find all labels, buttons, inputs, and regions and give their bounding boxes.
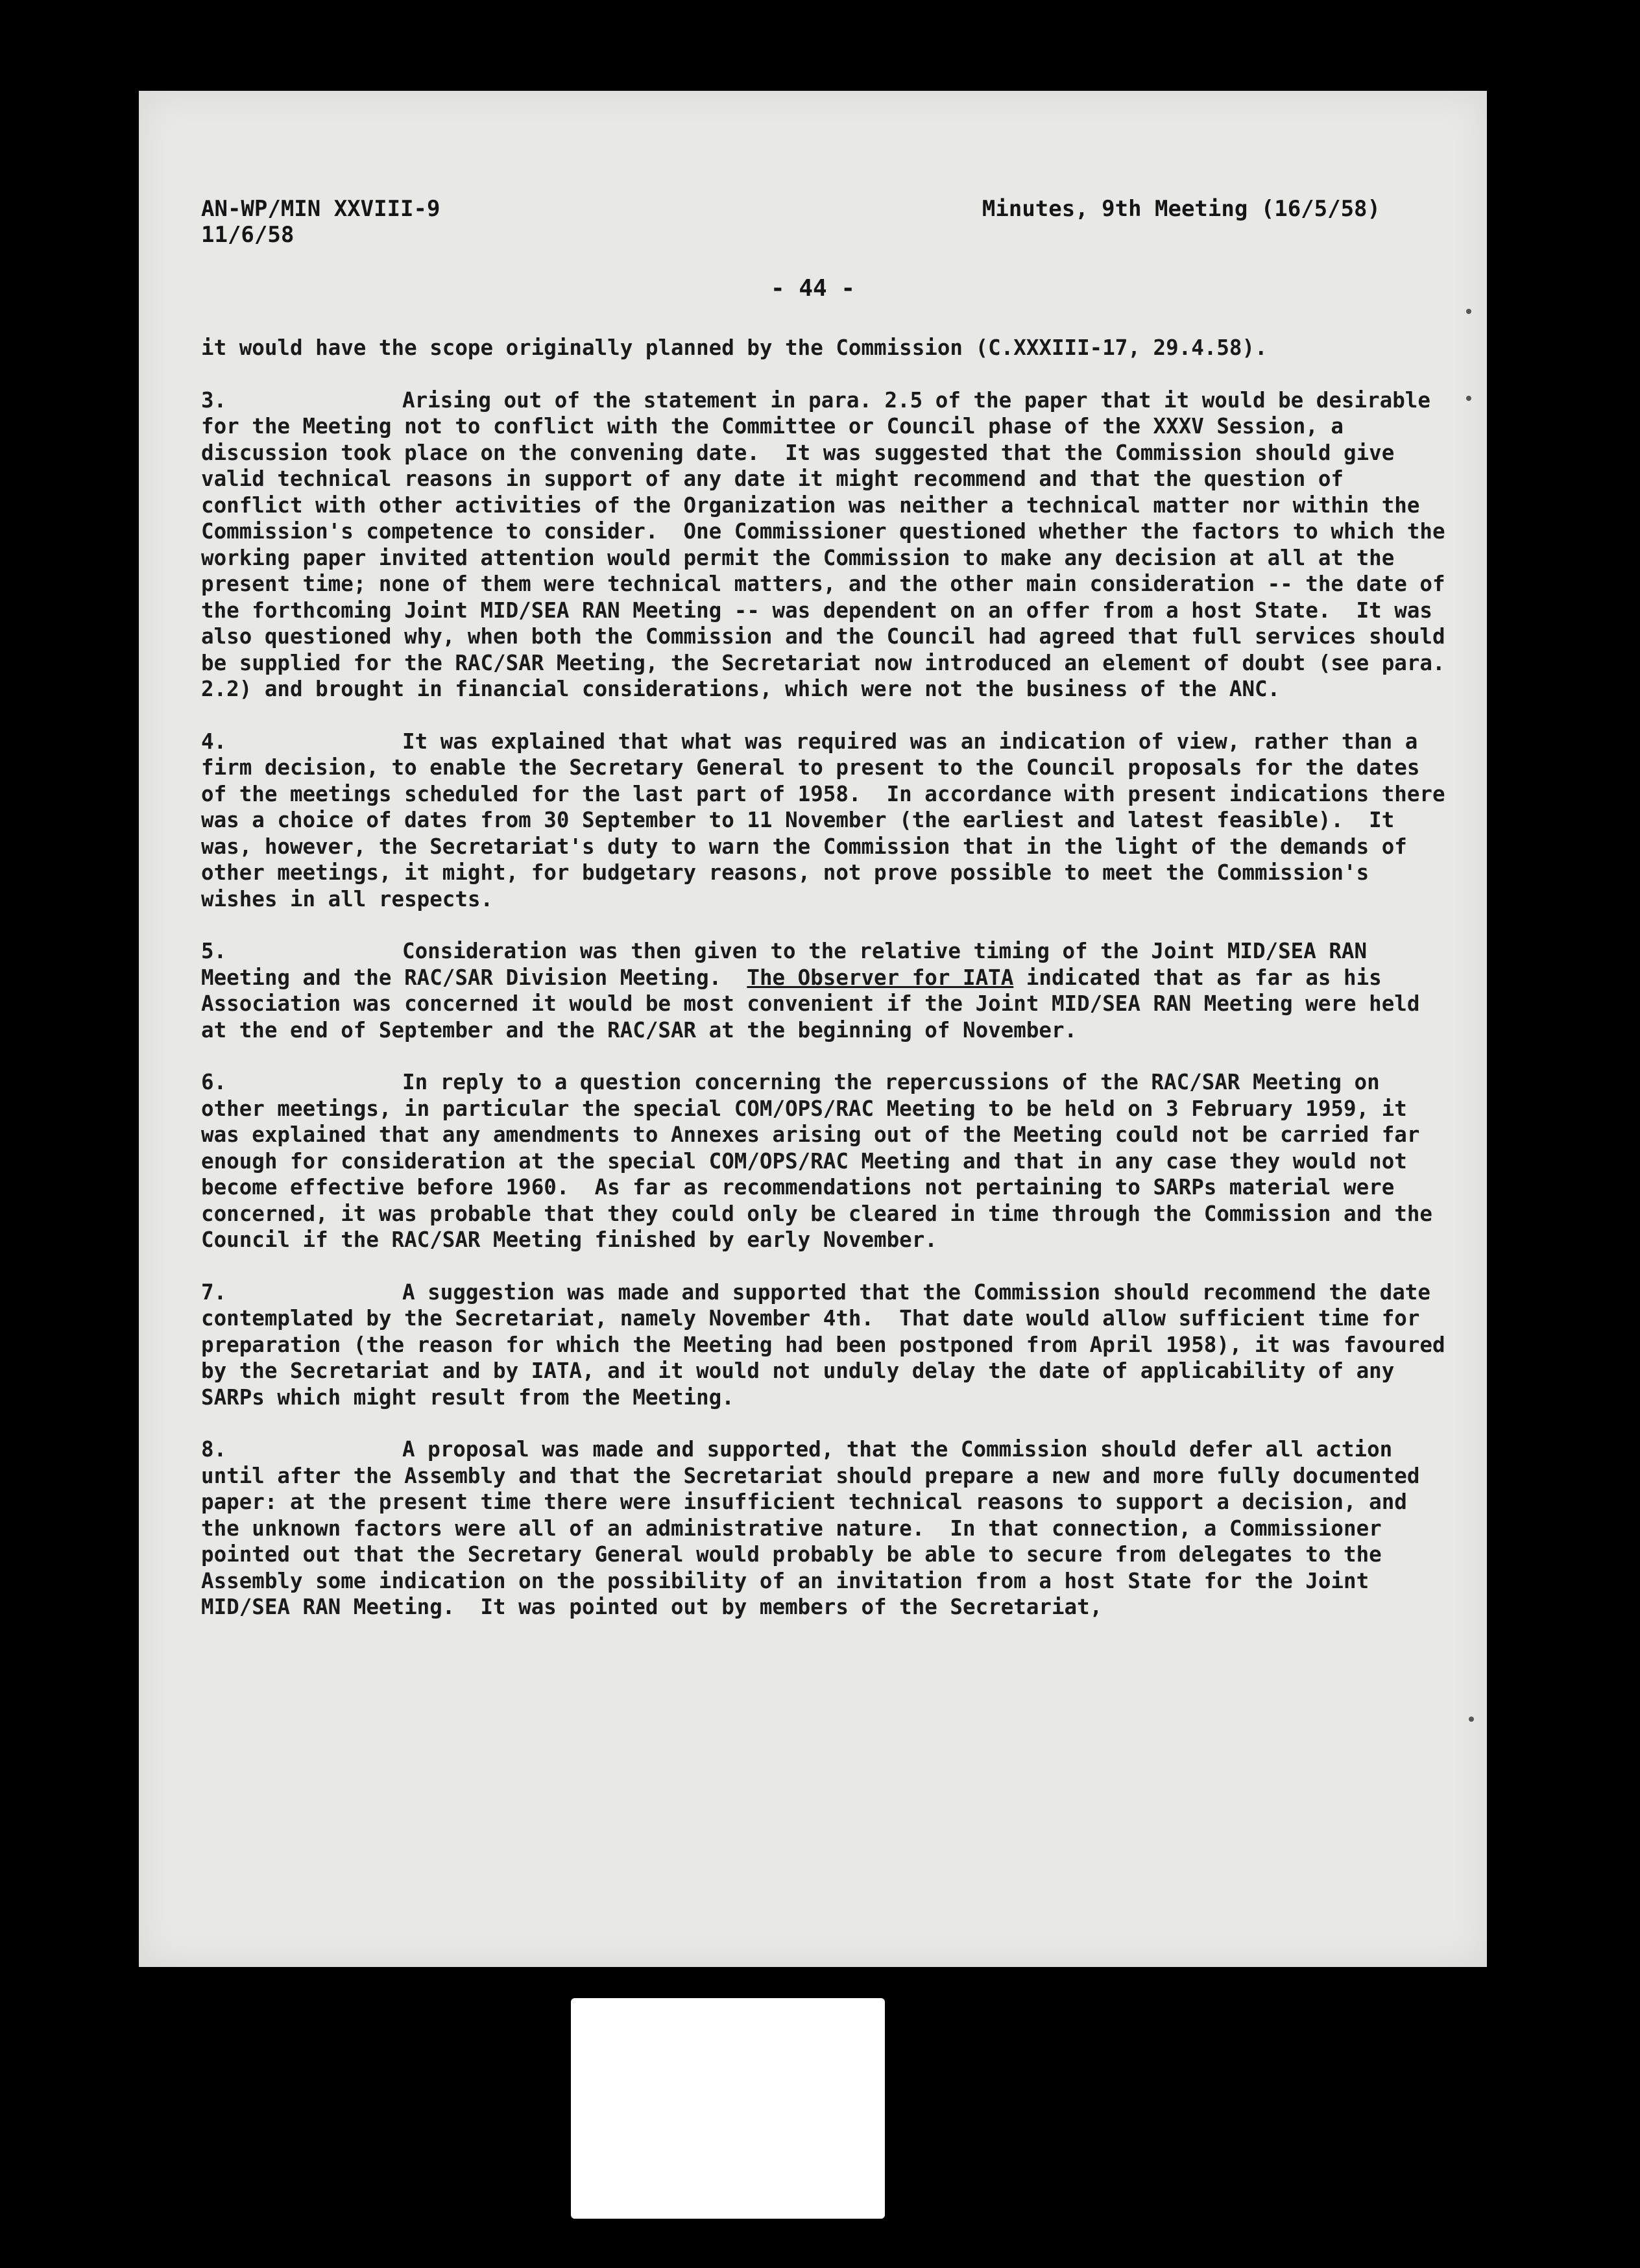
paragraph-text: In reply to a question concerning the repercussions of the RAC/SAR Meeting on other meetings, in particular the special COM/OPS/RAC Meeting to be held on 3 February 1959, it was explained that any amendments to Annexes arising out of the Meeting could not be carried far enough for consideration at the special COM/OPS/RAC Meeting and that in any case they would not become effective before 1960. As far as recommendations not pertaining to SARPs material were concerned, it was probable that they could only be cleared in time through the Commission and the Council if the RAC/SAR Meeting finished by early November. [201, 1070, 1445, 1252]
minutes-title: Minutes, 9th Meeting (16/5/58) [982, 196, 1381, 222]
page-number: - 44 - [770, 275, 856, 302]
scan-speck [1466, 396, 1471, 401]
reference-date: 11/6/58 [201, 222, 295, 248]
paragraph-4 [201, 729, 1458, 913]
paragraph-number: 5. [201, 939, 227, 963]
paragraph-6 [201, 1069, 1447, 1253]
document-reference [201, 196, 440, 248]
paragraph-continuation [201, 335, 1447, 361]
paragraph-text: It was explained that what was required was an indication of view, rather than a firm decision, to enable the Secretary General to present to the Council proposals for the dates of the meetings scheduled for the last part of 1958. In accordance with present indications there was a choice of dates from 30 September to 11 November (the earliest and latest feasible). It was, however, the Secretariat's duty to warn the Commission that in the light of the demands of other meetings, it might, for budgetary reasons, not prove possible to meet the Commission's wishes in all respects. [201, 729, 1458, 911]
paragraph-3 [201, 387, 1458, 703]
paragraph-text: A proposal was made and supported, that the Commission should defer all action until after the Assembly and that the Secretariat should prepare a new and more fully documented paper: at the present time there were insufficient technical reasons to support a decision, and the unknown factors were all of an administrative nature. In that connection, a Commissioner pointed out that the Secretary General would probably be able to secure from delegates to the Assembly some indication on the possibility of an invitation from a host State for the Joint MID/SEA RAN Meeting. It was pointed out by members of the Secretariat, [201, 1437, 1432, 1619]
paragraph-text: A suggestion was made and supported that the Commission should recommend the date contemplated by the Secretariat, namely November 4th. That date would allow sufficient time for preparation (the reason for which the Meeting had been postponed from April 1958), it was favoured by the Secretariat and by IATA, and it would not unduly delay the date of applicability of any SARPs which might result from the Meeting. [201, 1279, 1458, 1410]
paragraph-text: it would have the scope originally planned by the Commission (C.XXXIII-17, 29.4.58). [201, 335, 1268, 360]
scan-speck [1466, 309, 1471, 314]
document-body [201, 335, 1458, 1647]
paragraph-5 [201, 938, 1447, 1043]
paragraph-8 [201, 1436, 1447, 1621]
paragraph-number: 6. [201, 1070, 227, 1094]
reference-code: AN-WP/MIN XXVIII-9 [201, 196, 440, 222]
paragraph-number: 7. [201, 1279, 227, 1305]
paragraph-text-after: indicated that as far as his Association was concerned it would be most convenient if the Joint MID/SEA RAN Meeting were held at the end of September and the RAC/SAR at the beginning of November. [201, 965, 1432, 1043]
document-page [139, 91, 1487, 1967]
scan-speck [1469, 1717, 1474, 1722]
paragraph-number: 4. [201, 729, 227, 754]
observer-for-iata: The Observer for IATA [747, 965, 1014, 990]
paragraph-text-before: Consideration was then given to the relative timing of the Joint MID/SEA RAN Meeting and the RAC/SAR Division Meeting. [201, 939, 1380, 990]
paragraph-text: Arising out of the statement in para. 2.5 of the paper that it would be desirable for the Meeting not to conflict with the Committee or Council phase of the XXXV Session, a discussion took place on the convening date. It was suggested that the Commission should give valid technical reasons in support of any date it might recommend and that the question of conflict with other activities of the Organization was neither a technical matter nor within the Commission's competence to consider. One Commissioner questioned whether the factors to which the working paper invited attention would permit the Commission to make any decision at all at the present time; none of them were technical matters, and the other main consideration -- the date of the forthcoming Joint MID/SEA RAN Meeting -- was dependent on an offer from a host State. It was also questioned why, when both the Commission and the Council had agreed that full services should be supplied for the RAC/SAR Meeting, the Secretariat now introduced an element of doubt (see para. 2.2) and brought in financial considerations, which were not the business of the ANC. [201, 387, 1458, 701]
paragraph-7 [201, 1279, 1458, 1411]
paragraph-number: 3. [201, 387, 227, 413]
blank-label-patch [571, 1998, 885, 2219]
paragraph-number: 8. [201, 1437, 227, 1462]
